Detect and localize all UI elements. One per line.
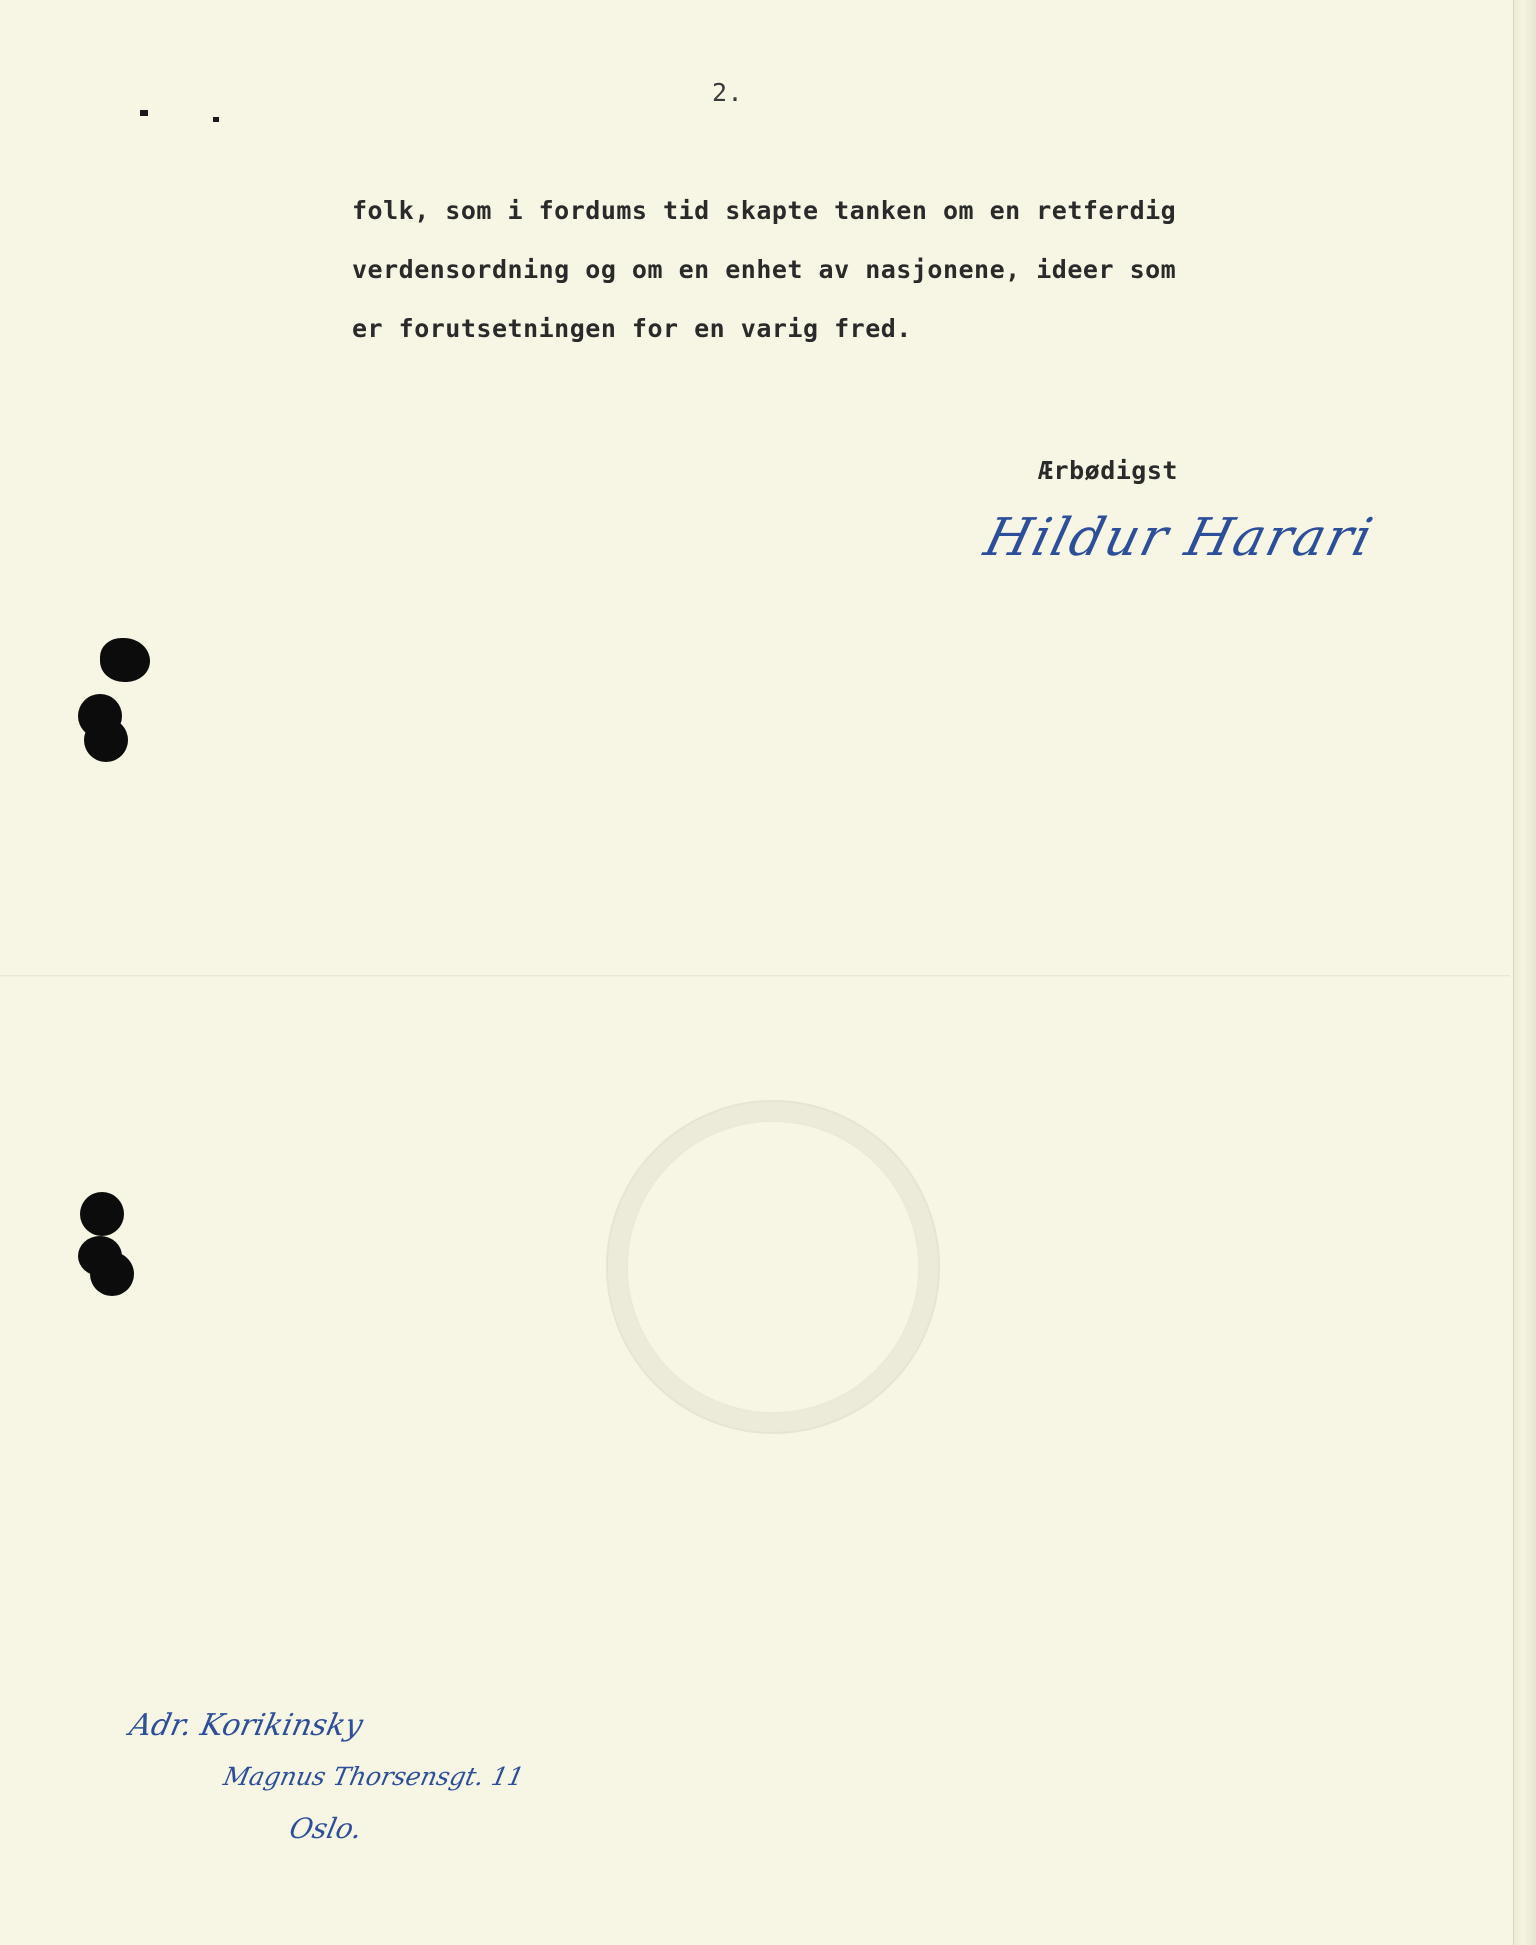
ink-mark (140, 110, 148, 116)
address-note-line: Oslo. (286, 1812, 366, 1845)
closing-salutation: Ærbødigst (1038, 456, 1178, 485)
punch-hole (84, 718, 128, 762)
body-line: folk, som i fordums tid skapte tanken om en retferdig (352, 196, 1177, 225)
handwritten-signature: Hildur Harari (978, 508, 1380, 568)
page-number: 2. (712, 78, 744, 107)
faint-seal-watermark (606, 1100, 940, 1434)
body-line: verdensordning og om en enhet av nasjonene, ideer som (352, 255, 1177, 284)
fold-line (0, 975, 1510, 977)
address-note-line: Adr. Korikinsky (126, 1708, 366, 1743)
address-note-line: Magnus Thorsensgt. 11 (220, 1762, 527, 1791)
body-line: er forutsetningen for en varig fred. (352, 314, 912, 343)
punch-hole (90, 1252, 134, 1296)
ink-mark (213, 117, 219, 122)
paper-edge (1513, 0, 1536, 1945)
punch-hole (80, 1192, 124, 1236)
punch-hole (100, 638, 150, 682)
